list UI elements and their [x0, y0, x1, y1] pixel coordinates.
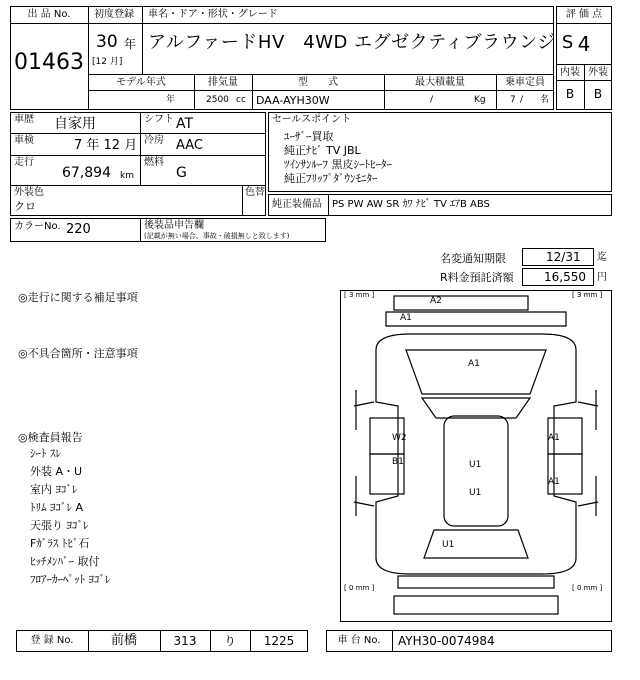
ext-color-label: 外装色: [14, 187, 44, 198]
recycle-suffix: 円: [597, 272, 607, 283]
divider: [88, 23, 554, 24]
first-reg-year: 30: [96, 32, 118, 52]
tread-front-left: [ 3 mm ]: [344, 291, 375, 299]
roof-panel: [444, 416, 508, 526]
damage-mark: U1: [469, 460, 482, 470]
color-no-label: カラーNo.: [14, 221, 61, 232]
damage-mark: A1: [400, 313, 412, 323]
damage-mark: B1: [392, 457, 404, 467]
interior-label: 内装: [560, 67, 580, 78]
recycle-value: 16,550: [544, 270, 586, 284]
inspector-item: ﾌﾛｱｰｶｰﾍﾟｯﾄ ﾖｺﾞﾚ: [30, 573, 111, 586]
windshield-panel: [422, 398, 530, 418]
divider: [242, 185, 243, 216]
inspector-item: ﾋｯﾁﾒﾝﾊﾞｰ 取付: [30, 555, 100, 568]
rear-bumper-panel: [398, 576, 554, 588]
grade-label: 評 価 点: [565, 9, 603, 20]
damage-mark: A1: [548, 433, 560, 443]
divider: [88, 6, 89, 110]
model-type-label: 型 式: [298, 77, 338, 88]
name-change-suffix: 迄: [597, 252, 607, 263]
divider: [10, 133, 266, 134]
reg-label: 登 録 No.: [30, 635, 74, 646]
rear-hatch-panel: [424, 530, 528, 558]
capacity-value: 7: [510, 95, 516, 105]
inspector-item: Fｶﾞﾗｽ ﾄﾋﾞ石: [30, 537, 90, 550]
fuel-value: G: [176, 165, 187, 181]
inspection-label: 車検: [14, 135, 34, 146]
history-value: 自家用: [54, 116, 96, 132]
right-rear-door: [548, 454, 582, 494]
divider: [10, 185, 266, 186]
ac-label: 冷房: [144, 135, 164, 146]
capacity-unit: 名: [540, 95, 550, 105]
aftermarket-note: (記載が無い場合、事故・破損無しと致します): [144, 232, 290, 240]
recycle-label: R料金預託済額: [440, 271, 514, 284]
max-load-unit: Kg: [474, 95, 486, 105]
name-change-label: 名変通知期限: [440, 252, 506, 265]
divider: [10, 23, 88, 24]
defects-title: ◎不具合箇所・注意事項: [18, 347, 138, 360]
front-grille-panel: [386, 312, 566, 326]
damage-mark: U1: [469, 488, 482, 498]
divider: [392, 630, 393, 652]
divider: [328, 194, 329, 216]
fuel-label: 燃料: [144, 157, 164, 168]
first-reg-year-unit: 年: [124, 37, 137, 51]
displacement-label: 排気量: [208, 77, 238, 88]
mileage-unit: km: [120, 171, 134, 181]
reg-kana: り: [223, 634, 236, 648]
sales-point-label: セールスポイント: [272, 114, 352, 125]
car-name: アルファードHV 4WD エグゼクティブラウンジ S: [148, 32, 574, 53]
reg-number: 1225: [263, 634, 295, 648]
hood-panel: [406, 350, 546, 394]
capacity-label: 乗車定員: [505, 77, 545, 88]
inspection-value: 7 年 12 月: [74, 138, 138, 153]
interior-grade: B: [565, 87, 575, 101]
reg-area: 前橋: [110, 633, 137, 648]
model-type: DAA-AYH30W: [256, 94, 330, 107]
first-reg-month: [12 月]: [92, 57, 123, 67]
lot-no-label: 出 品 No.: [27, 9, 71, 20]
chassis-label: 車 台 No.: [337, 635, 381, 646]
rear-bumper-lower: [394, 596, 558, 614]
first-reg-label: 初度登録: [94, 9, 134, 20]
max-load-slash: /: [430, 95, 434, 105]
driving-notes-title: ◎走行に関する補足事項: [18, 291, 138, 304]
capacity-slash: /: [520, 95, 524, 105]
mileage-value: 67,894: [62, 165, 111, 181]
chassis-number: AYH30-0074984: [398, 634, 495, 648]
inspector-item: ﾄﾘﾑ ﾖｺﾞﾚ A: [30, 501, 84, 514]
displacement-unit: cc: [236, 95, 246, 105]
damage-mark: W2: [392, 433, 407, 443]
shift-label: シフト: [144, 114, 174, 125]
divider: [142, 6, 143, 74]
ext-color-value: クロ: [14, 200, 36, 213]
divider: [88, 74, 554, 75]
name-change-value: 12/31: [546, 250, 581, 264]
model-year-unit: 年: [166, 95, 176, 105]
color-no-value: 220: [66, 222, 91, 237]
mileage-label: 走行: [14, 157, 34, 168]
sales-point-4: 純正ﾌﾘｯﾌﾟﾀﾞｳﾝﾓﾆﾀｰ: [284, 172, 378, 185]
color-change-label: 色替: [245, 187, 265, 198]
inspector-item: 天張り ﾖｺﾞﾚ: [30, 519, 89, 532]
model-year-label: モデル年式: [116, 77, 166, 88]
sales-point-3: ﾂｲﾝｻﾝﾙｰﾌ 黒皮ｼｰﾄﾋｰﾀｰ: [284, 158, 392, 171]
body-outline: [376, 334, 576, 574]
exterior-grade: B: [593, 87, 603, 101]
exterior-label: 外装: [588, 67, 608, 78]
grade-value: 4: [577, 32, 591, 56]
sales-point-2: 純正ﾅﾋﾞ TV JBL: [284, 144, 361, 157]
equipment-label: 純正装備品: [272, 199, 322, 210]
damage-mark: U1: [442, 540, 455, 550]
damage-mark: A2: [430, 296, 442, 306]
front-bumper-panel: [394, 296, 528, 310]
reg-class: 313: [173, 634, 197, 648]
ac-value: AAC: [176, 138, 203, 153]
shift-value: AT: [176, 116, 194, 132]
damage-mark: A1: [468, 359, 480, 369]
divider: [556, 23, 612, 24]
details-frame: [10, 112, 266, 216]
divider: [140, 112, 141, 185]
tread-rear-left: [ 0 mm ]: [344, 584, 375, 592]
divider: [88, 90, 554, 91]
divider: [140, 218, 141, 242]
inspector-title: ◎検査員報告: [18, 431, 83, 444]
history-label: 車歴: [14, 114, 34, 125]
inspector-item: ｼｰﾄ ｽﾚ: [30, 447, 61, 460]
lot-no: 01463: [14, 50, 84, 75]
damage-mark: A1: [548, 477, 560, 487]
tread-rear-right: [ 0 mm ]: [572, 584, 603, 592]
tread-front-right: [ 3 mm ]: [572, 291, 603, 299]
car-name-label: 車名・ドア・形状・グレード: [148, 9, 278, 20]
equipment-value: PS PW AW SR ｶﾜ ﾅﾋﾞ TV ｴｱB ABS: [332, 199, 490, 210]
divider: [10, 155, 266, 156]
aftermarket-label: 後装品申告欄: [144, 220, 204, 231]
inspector-item: 外装 A・U: [30, 465, 83, 478]
max-load-label: 最大積載量: [415, 77, 465, 88]
displacement-value: 2500: [206, 95, 229, 105]
inspector-item: 室内 ﾖｺﾞﾚ: [30, 483, 78, 496]
sales-point-1: ﾕｰｻﾞｰ買取: [284, 130, 334, 143]
car-diagram: [340, 290, 612, 622]
